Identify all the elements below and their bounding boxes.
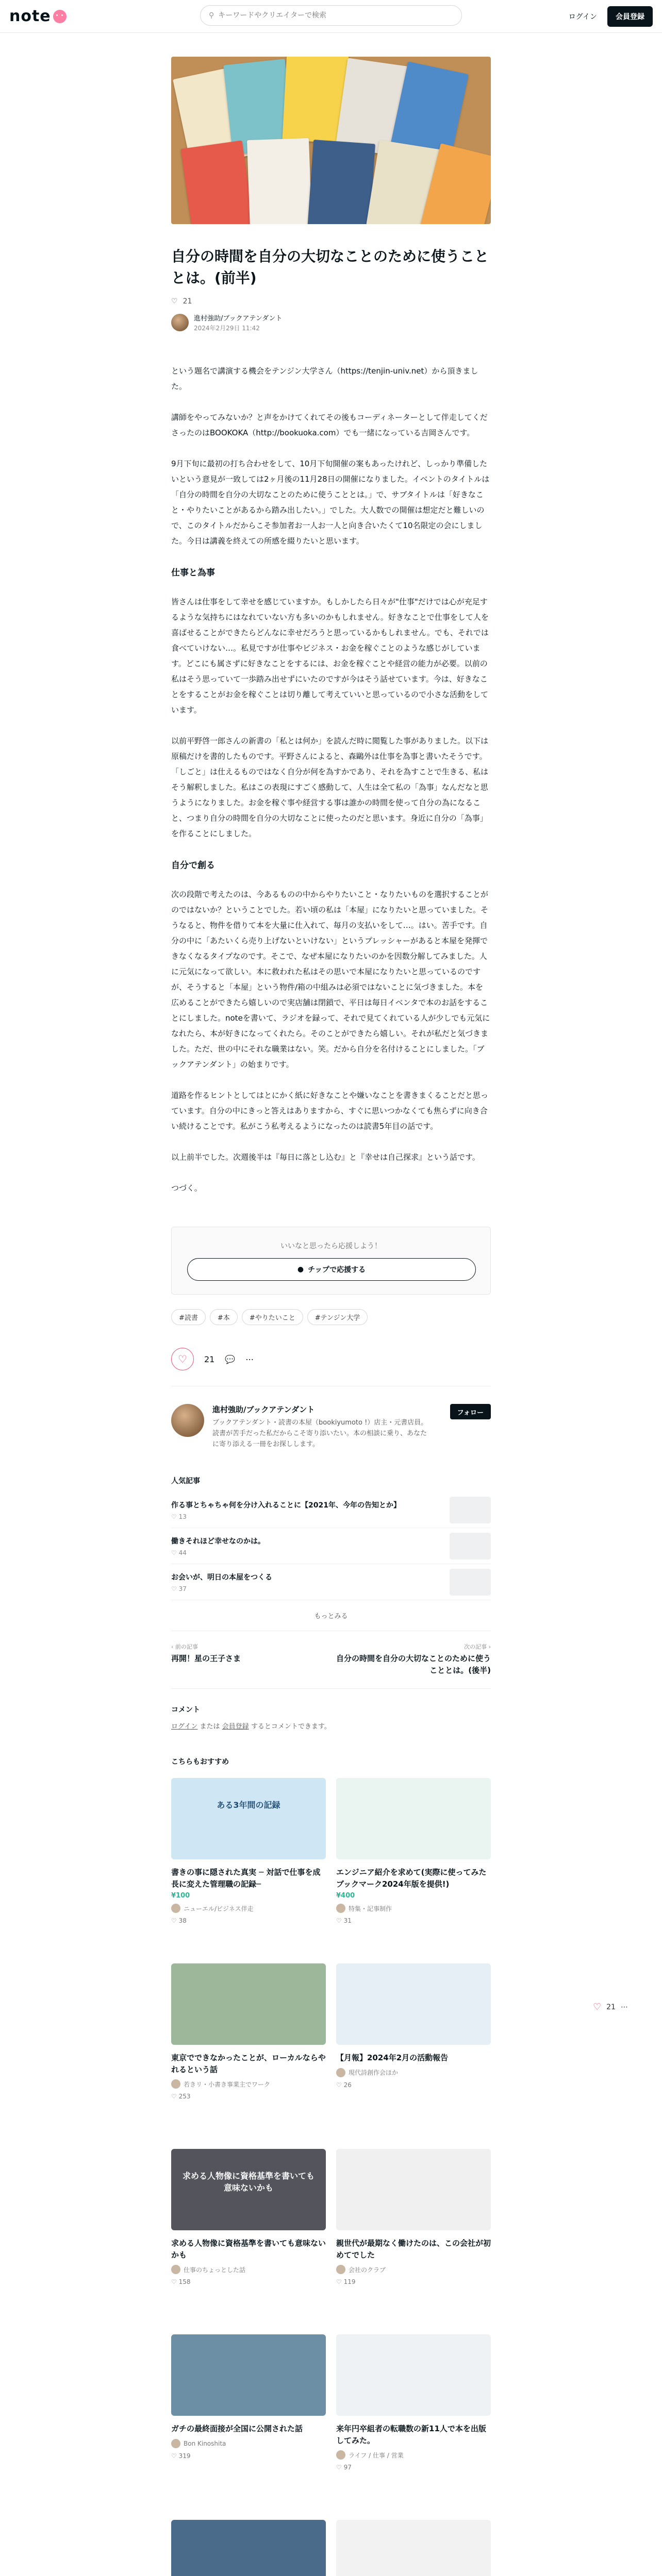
rec-likes bbox=[336, 2464, 491, 2471]
rec-likes bbox=[336, 2081, 491, 2089]
rec-likes bbox=[171, 2278, 326, 2285]
logo[interactable] bbox=[9, 7, 67, 25]
comment-signup-link[interactable]: 会員登録 bbox=[222, 1723, 249, 1731]
rec-price: ¥400 bbox=[336, 1892, 355, 1900]
next-title: 自分の時間を自分の大切なことのために使うこととは。(後半) bbox=[336, 1654, 491, 1675]
share-icon[interactable]: ⋯ bbox=[620, 2003, 628, 2011]
article-title: 自分の時間を自分の大切なことのために使うこととは。(前半) bbox=[171, 248, 489, 286]
avatar[interactable] bbox=[171, 314, 189, 331]
popular-articles bbox=[171, 1476, 491, 1631]
rec-author-avatar bbox=[336, 2068, 345, 2077]
rec-card[interactable] bbox=[336, 2520, 491, 2576]
rec-likes bbox=[336, 2278, 491, 2285]
publish-date: 2024年2月29日 11:42 bbox=[194, 325, 260, 332]
prev-article-link[interactable] bbox=[171, 1642, 326, 1676]
rec-thumbnail[interactable] bbox=[171, 2334, 326, 2416]
creator-avatar[interactable] bbox=[171, 1404, 204, 1437]
rec-card[interactable] bbox=[171, 2520, 326, 2576]
rec-author-avatar bbox=[336, 2265, 345, 2274]
paragraph: つづく。 bbox=[171, 1183, 202, 1193]
rec-thumbnail[interactable] bbox=[336, 2520, 491, 2576]
rec-author-name: Bon Kinoshita bbox=[184, 2439, 226, 2447]
comment-section bbox=[171, 1704, 491, 1731]
rec-card[interactable] bbox=[171, 1963, 326, 2127]
rec-author[interactable] bbox=[171, 1904, 326, 1913]
rec-thumb-text: 求める人物像に資格基準を書いても意味ないかも bbox=[182, 2171, 315, 2193]
rec-thumbnail[interactable] bbox=[171, 2149, 326, 2230]
search-icon: ⚲ bbox=[209, 11, 214, 20]
tag[interactable]: #やりたいこと bbox=[242, 1309, 303, 1325]
rec-title[interactable]: ガチの最終面接が全国に公開された話 bbox=[171, 2424, 303, 2434]
comment-icon[interactable]: 💬 bbox=[225, 1354, 236, 1364]
rec-title[interactable]: エンジニア紹介を求めて(実際に使ってみたブックマーク2024年版を提供!) bbox=[336, 1868, 487, 1889]
rec-title[interactable]: 【月報】2024年2月の活動報告 bbox=[336, 2053, 449, 2063]
comment-login-link[interactable]: ログイン bbox=[171, 1723, 198, 1731]
rec-author-avatar bbox=[171, 2265, 180, 2274]
like-count: 21 bbox=[183, 297, 192, 306]
rec-likes bbox=[171, 1917, 326, 1924]
more-link[interactable]: もっとみる bbox=[171, 1600, 491, 1631]
popular-thumbnail[interactable] bbox=[450, 1497, 491, 1523]
tag-list bbox=[171, 1309, 491, 1325]
rec-likes bbox=[336, 1917, 491, 1924]
popular-item-likes: ♡ 37 bbox=[171, 1585, 187, 1592]
article-hero-image bbox=[171, 57, 491, 224]
floating-like-count: 21 bbox=[606, 2003, 616, 2011]
rec-title[interactable]: 親世代が最期なく働けたのは、この会社が初めてでした bbox=[336, 2239, 491, 2260]
coin-icon: ● bbox=[297, 1265, 304, 1274]
paragraph: 9月下旬に最初の打ち合わせをして、10月下旬開催の案もあったけれど、しっかり準備したいという意見が一致しては2ヶ月後の11月28日の開催になりました。イベントのタイトルは「自分の時間を自分の大切なことのために使うこととは。」で、サブタイトルは「好きなこと・やりたいことがあるから踏み出したい。」でした。大人数での開催は想定だと難しいので、このタイトルだからこそ参加者お一人お一人と向き合いたくて10名限定の会にしました。今日は講義を終えての所感を綴りたいと思います。 bbox=[171, 459, 490, 546]
rec-author[interactable] bbox=[171, 2265, 326, 2274]
rec-author[interactable] bbox=[336, 1904, 491, 1913]
rec-thumbnail[interactable] bbox=[336, 2149, 491, 2230]
tag[interactable]: #本 bbox=[210, 1309, 238, 1325]
rec-author-name: ニューエル/ビジネス伴走 bbox=[184, 1905, 254, 1912]
heart-icon[interactable]: ♡ bbox=[336, 2278, 344, 2286]
tag[interactable]: #読書 bbox=[171, 1309, 206, 1325]
prev-title: 再開！星の王子さま bbox=[171, 1654, 241, 1664]
rec-thumbnail[interactable] bbox=[336, 1963, 491, 2045]
heart-icon[interactable]: ♡ bbox=[336, 2081, 344, 2089]
rec-card[interactable] bbox=[336, 1778, 491, 1942]
prev-next-nav bbox=[171, 1642, 491, 1689]
popular-item-title[interactable]: 作る事とちゃちゃ何を分け入れることに【2021年、今年の告知とか】 bbox=[171, 1501, 401, 1510]
rec-likes bbox=[171, 2452, 326, 2460]
popular-thumbnail[interactable] bbox=[450, 1569, 491, 1596]
heart-icon[interactable]: ♡ bbox=[336, 2464, 344, 2471]
heart-icon[interactable]: ♡ bbox=[171, 2278, 179, 2286]
like-button[interactable] bbox=[171, 1348, 194, 1370]
prev-label: ‹ 前の記事 bbox=[171, 1643, 198, 1651]
popular-item-likes: ♡ 44 bbox=[171, 1549, 187, 1556]
rec-like-count: 158 bbox=[178, 2278, 191, 2286]
recs-title: こちらもおすすめ bbox=[171, 1758, 229, 1767]
rec-thumbnail[interactable] bbox=[171, 2520, 326, 2576]
search-input[interactable] bbox=[218, 11, 453, 20]
popular-item[interactable] bbox=[171, 1492, 491, 1528]
action-like-count: 21 bbox=[204, 1354, 215, 1364]
logo-text: note bbox=[9, 7, 51, 25]
rec-author-name: 特集・記事制作 bbox=[349, 1905, 392, 1912]
section-heading-work: 仕事と為事 bbox=[171, 568, 215, 578]
rec-like-count: 31 bbox=[343, 1917, 352, 1925]
paragraph: 次の段階で考えたのは、今あるものの中からやりたいこと・なりたいものを選択することがのではないか？ということでした。若い頃の私は「本屋」になりたいと思っていました。そうなると、物件を借りて本を大量に仕入れて、毎月の支払いをして…。はい。苦手です。自分の中に「あたいくら売り上げないといけない」というプレッシャーがあると本屋を発揮できなくなるタイプなのです。そこで、なぜ本屋になりたいのかを因数分解してみました。人に元気になって欲しい。本に救われた私はその思いで本屋になりたいと思っているのですが、そうすると「本屋」という物件/箱の中組みは必須ではないことに気づきました。本を広めることができたら嬉しいので実店舗は閉鎖で、平日は毎日イベンタで本のお話をすることにしました。noteを書いて、ラジオを録って、それで見てくれている人が少しでも元気になれたら、本が好きになってくれたら。そのことができたら嬉しい。それが私だと気づきました。ただ、世の中にそれな職業はない。笑。だから自分を名付けることにしました。「ブックアテンダント」の始まりです。 bbox=[171, 890, 490, 1069]
author-name[interactable]: 進村強助/ブックアテンダント bbox=[194, 315, 283, 323]
tag[interactable]: #テンジン大学 bbox=[307, 1309, 368, 1325]
next-label: 次の記事 › bbox=[464, 1643, 491, 1651]
creator-bio: ブックアテンダント・読書の本屋（bookiyumoto !）店主・元書店員。読書が苦手だった私だからこそ寄り添いたい。本の相談に乗り、あなたに寄り添える一冊をお探しします。 bbox=[212, 1419, 428, 1448]
comment-note: ログイン または 会員登録 するとコメントできます。 bbox=[171, 1723, 331, 1731]
article bbox=[171, 57, 491, 2576]
popular-item-title[interactable]: お会いが、明日の本屋をつくる bbox=[171, 1573, 272, 1582]
rec-card[interactable] bbox=[336, 2334, 491, 2498]
rec-author-avatar bbox=[171, 2439, 180, 2448]
search-box[interactable] bbox=[200, 5, 462, 26]
rec-like-count: 319 bbox=[178, 2452, 191, 2460]
rec-grid bbox=[171, 1778, 491, 2576]
next-article-link[interactable] bbox=[336, 1642, 491, 1676]
site-header bbox=[0, 0, 662, 33]
support-lead: いいなと思ったら応援しよう！ bbox=[280, 1242, 382, 1250]
popular-title: 人気記事 bbox=[171, 1477, 200, 1486]
popular-thumbnail[interactable] bbox=[450, 1533, 491, 1560]
rec-author[interactable] bbox=[336, 2450, 491, 2460]
more-icon[interactable]: ⋯ bbox=[245, 1354, 254, 1364]
rec-card[interactable] bbox=[171, 2149, 326, 2313]
heart-icon[interactable]: ♡ bbox=[171, 2452, 179, 2460]
popular-item[interactable] bbox=[171, 1528, 491, 1564]
floating-like[interactable] bbox=[593, 2002, 628, 2012]
paragraph: 講師をやってみないか？と声をかけてくれてその後もコーディネーターとして伴走してくださったのはBOOKOKA（http://bookuoka.com）でも一緒になっている吉岡さんです。 bbox=[171, 413, 488, 437]
popular-item-title[interactable]: 働きそれほど幸せなのかは。 bbox=[171, 1537, 265, 1546]
paragraph: という題名で講演する機会をテンジン大学さん（https://tenjin-univ.net）から頂きました。 bbox=[171, 366, 478, 391]
rec-card[interactable] bbox=[336, 2149, 491, 2313]
paragraph: 以前平野啓一郎さんの新書の「私とは何か」を読んだ時に閲覧した事がありました。以下は原稿だけを書的したものです。平野さんによると、森鷗外は仕事を為事と書いたそうです。「しごと」は仕えるものではなく自分が何を為すかであり、それを為すことで生きる、私はそう解釈しました。私はこの表現にすごく感動して、人生は全て私の「為事」なんだなと思うようになりました。お金を稼ぐ事や経営する事は誰かの時間を使って自分の為になること、つまり自分の時間を自分の大切なことに使ったのだと思います。身近に自分の「為事」を作ることにしました。 bbox=[171, 736, 489, 838]
rec-like-count: 97 bbox=[343, 2464, 352, 2471]
follow-button[interactable]: フォロー bbox=[450, 1404, 491, 1419]
signup-button[interactable]: 会員登録 bbox=[607, 6, 653, 27]
popular-item[interactable] bbox=[171, 1564, 491, 1600]
rec-author-name: ライフ / 仕事 / 営業 bbox=[349, 2451, 404, 2459]
rec-title[interactable]: 東京でできなかったことが、ローカルならやれるという話 bbox=[171, 2053, 326, 2074]
rec-title[interactable]: 求める人物像に資格基準を書いても意味ないかも bbox=[171, 2239, 326, 2260]
creator-name[interactable]: 進村強助/ブックアテンダント bbox=[212, 1405, 315, 1414]
rec-thumb-text: ある3年間の記録 bbox=[217, 1800, 280, 1810]
rec-like-count: 26 bbox=[343, 2081, 352, 2089]
rec-author[interactable] bbox=[336, 2068, 491, 2077]
action-row bbox=[171, 1348, 491, 1386]
rec-author[interactable] bbox=[171, 2439, 326, 2448]
rec-card[interactable] bbox=[171, 2334, 326, 2498]
logo-bubble-icon bbox=[53, 10, 67, 23]
rec-price: ¥100 bbox=[171, 1892, 190, 1900]
heart-icon[interactable]: ♡ bbox=[171, 297, 178, 306]
heart-icon[interactable]: ♡ bbox=[336, 1917, 344, 1925]
rec-author[interactable] bbox=[336, 2265, 491, 2274]
article-body bbox=[171, 363, 491, 1196]
tip-button[interactable] bbox=[187, 1258, 476, 1281]
rec-like-count: 119 bbox=[343, 2278, 356, 2286]
header-actions bbox=[569, 6, 653, 27]
rec-card[interactable] bbox=[336, 1963, 491, 2127]
rec-author-name: 現代詩創作会ほか bbox=[349, 2069, 399, 2077]
paragraph: 以上前半でした。次週後半は『毎日に落とし込む』と『幸せは自己探求』という話です。 bbox=[171, 1153, 480, 1162]
heart-icon[interactable]: ♡ bbox=[171, 1917, 179, 1925]
heart-icon[interactable]: ♡ bbox=[171, 2093, 179, 2100]
heart-icon: ♡ bbox=[178, 1353, 187, 1365]
creator-card bbox=[171, 1404, 491, 1450]
rec-like-count: 38 bbox=[178, 1917, 187, 1925]
paragraph: 皆さんは仕事をして幸せを感じていますか。もしかしたら日々が"仕事"だけでは心が充足するような気持ちにはなれていない方も多いのかもしれません。好きなことで仕事をして人を喜ばせることができたらどんなに幸せだろうと思っているかもしれません。でも、それでは食べていけない…。私見ですが仕事やビジネス・お金を稼ぐことのような感じがしています。どこにも属さずに好きなことをするには、お金を稼ぐことや経営の能力が必要。以前の私はそう思っていて一歩踏み出せずにいたのですが今はそう話せています。今は、好きなことをすることがお金を稼ぐことは切り離して考えていいと思っているので小さな活動をしています。 bbox=[171, 597, 489, 715]
login-link[interactable]: ログイン bbox=[568, 12, 597, 21]
rec-thumbnail[interactable] bbox=[336, 2334, 491, 2416]
heart-icon: ♡ bbox=[593, 2002, 602, 2012]
rec-title[interactable]: 来年円卒組者の転職数の新11人で本を出版してみた。 bbox=[336, 2424, 486, 2445]
support-box bbox=[171, 1227, 491, 1295]
rec-author-avatar bbox=[336, 1904, 345, 1913]
rec-thumbnail[interactable] bbox=[336, 1778, 491, 1859]
rec-author-avatar bbox=[171, 2079, 180, 2089]
rec-author-name: 会社のクラブ bbox=[349, 2266, 386, 2274]
comment-title: コメント bbox=[171, 1706, 200, 1715]
rec-card[interactable] bbox=[171, 1778, 326, 1942]
tip-label: チップで応援する bbox=[308, 1266, 366, 1274]
rec-thumbnail[interactable] bbox=[171, 1778, 326, 1859]
like-row bbox=[171, 297, 491, 306]
popular-item-likes: ♡ 13 bbox=[171, 1513, 187, 1520]
section-heading-self: 自分で創る bbox=[171, 860, 215, 871]
rec-author-name: 若きリ・小書き事業主でワーク bbox=[184, 2080, 271, 2088]
rec-author-avatar bbox=[171, 1904, 180, 1913]
rec-author-avatar bbox=[336, 2450, 345, 2460]
recommendations bbox=[171, 1756, 491, 2576]
author-row[interactable] bbox=[171, 313, 491, 332]
rec-thumbnail[interactable] bbox=[171, 1963, 326, 2045]
rec-author[interactable] bbox=[171, 2079, 326, 2089]
paragraph: 道路を作るヒントとしてはとにかく紙に好きなことや嫌いなことを書きまくることだと思っています。自分の中にきっと答えはありますから、すぐに思いつかなくても焦らずに向き合い続けることです。私がこう私考えるようになったのは読書5年目の話です。 bbox=[171, 1091, 489, 1131]
rec-likes bbox=[171, 2093, 326, 2100]
rec-author-name: 仕事のちょっとした話 bbox=[184, 2266, 246, 2274]
rec-title[interactable]: 書きの事に隠された真実 ─ 対話で仕事を成長に変えた管理職の記録─ bbox=[171, 1868, 321, 1889]
rec-like-count: 253 bbox=[178, 2093, 191, 2100]
